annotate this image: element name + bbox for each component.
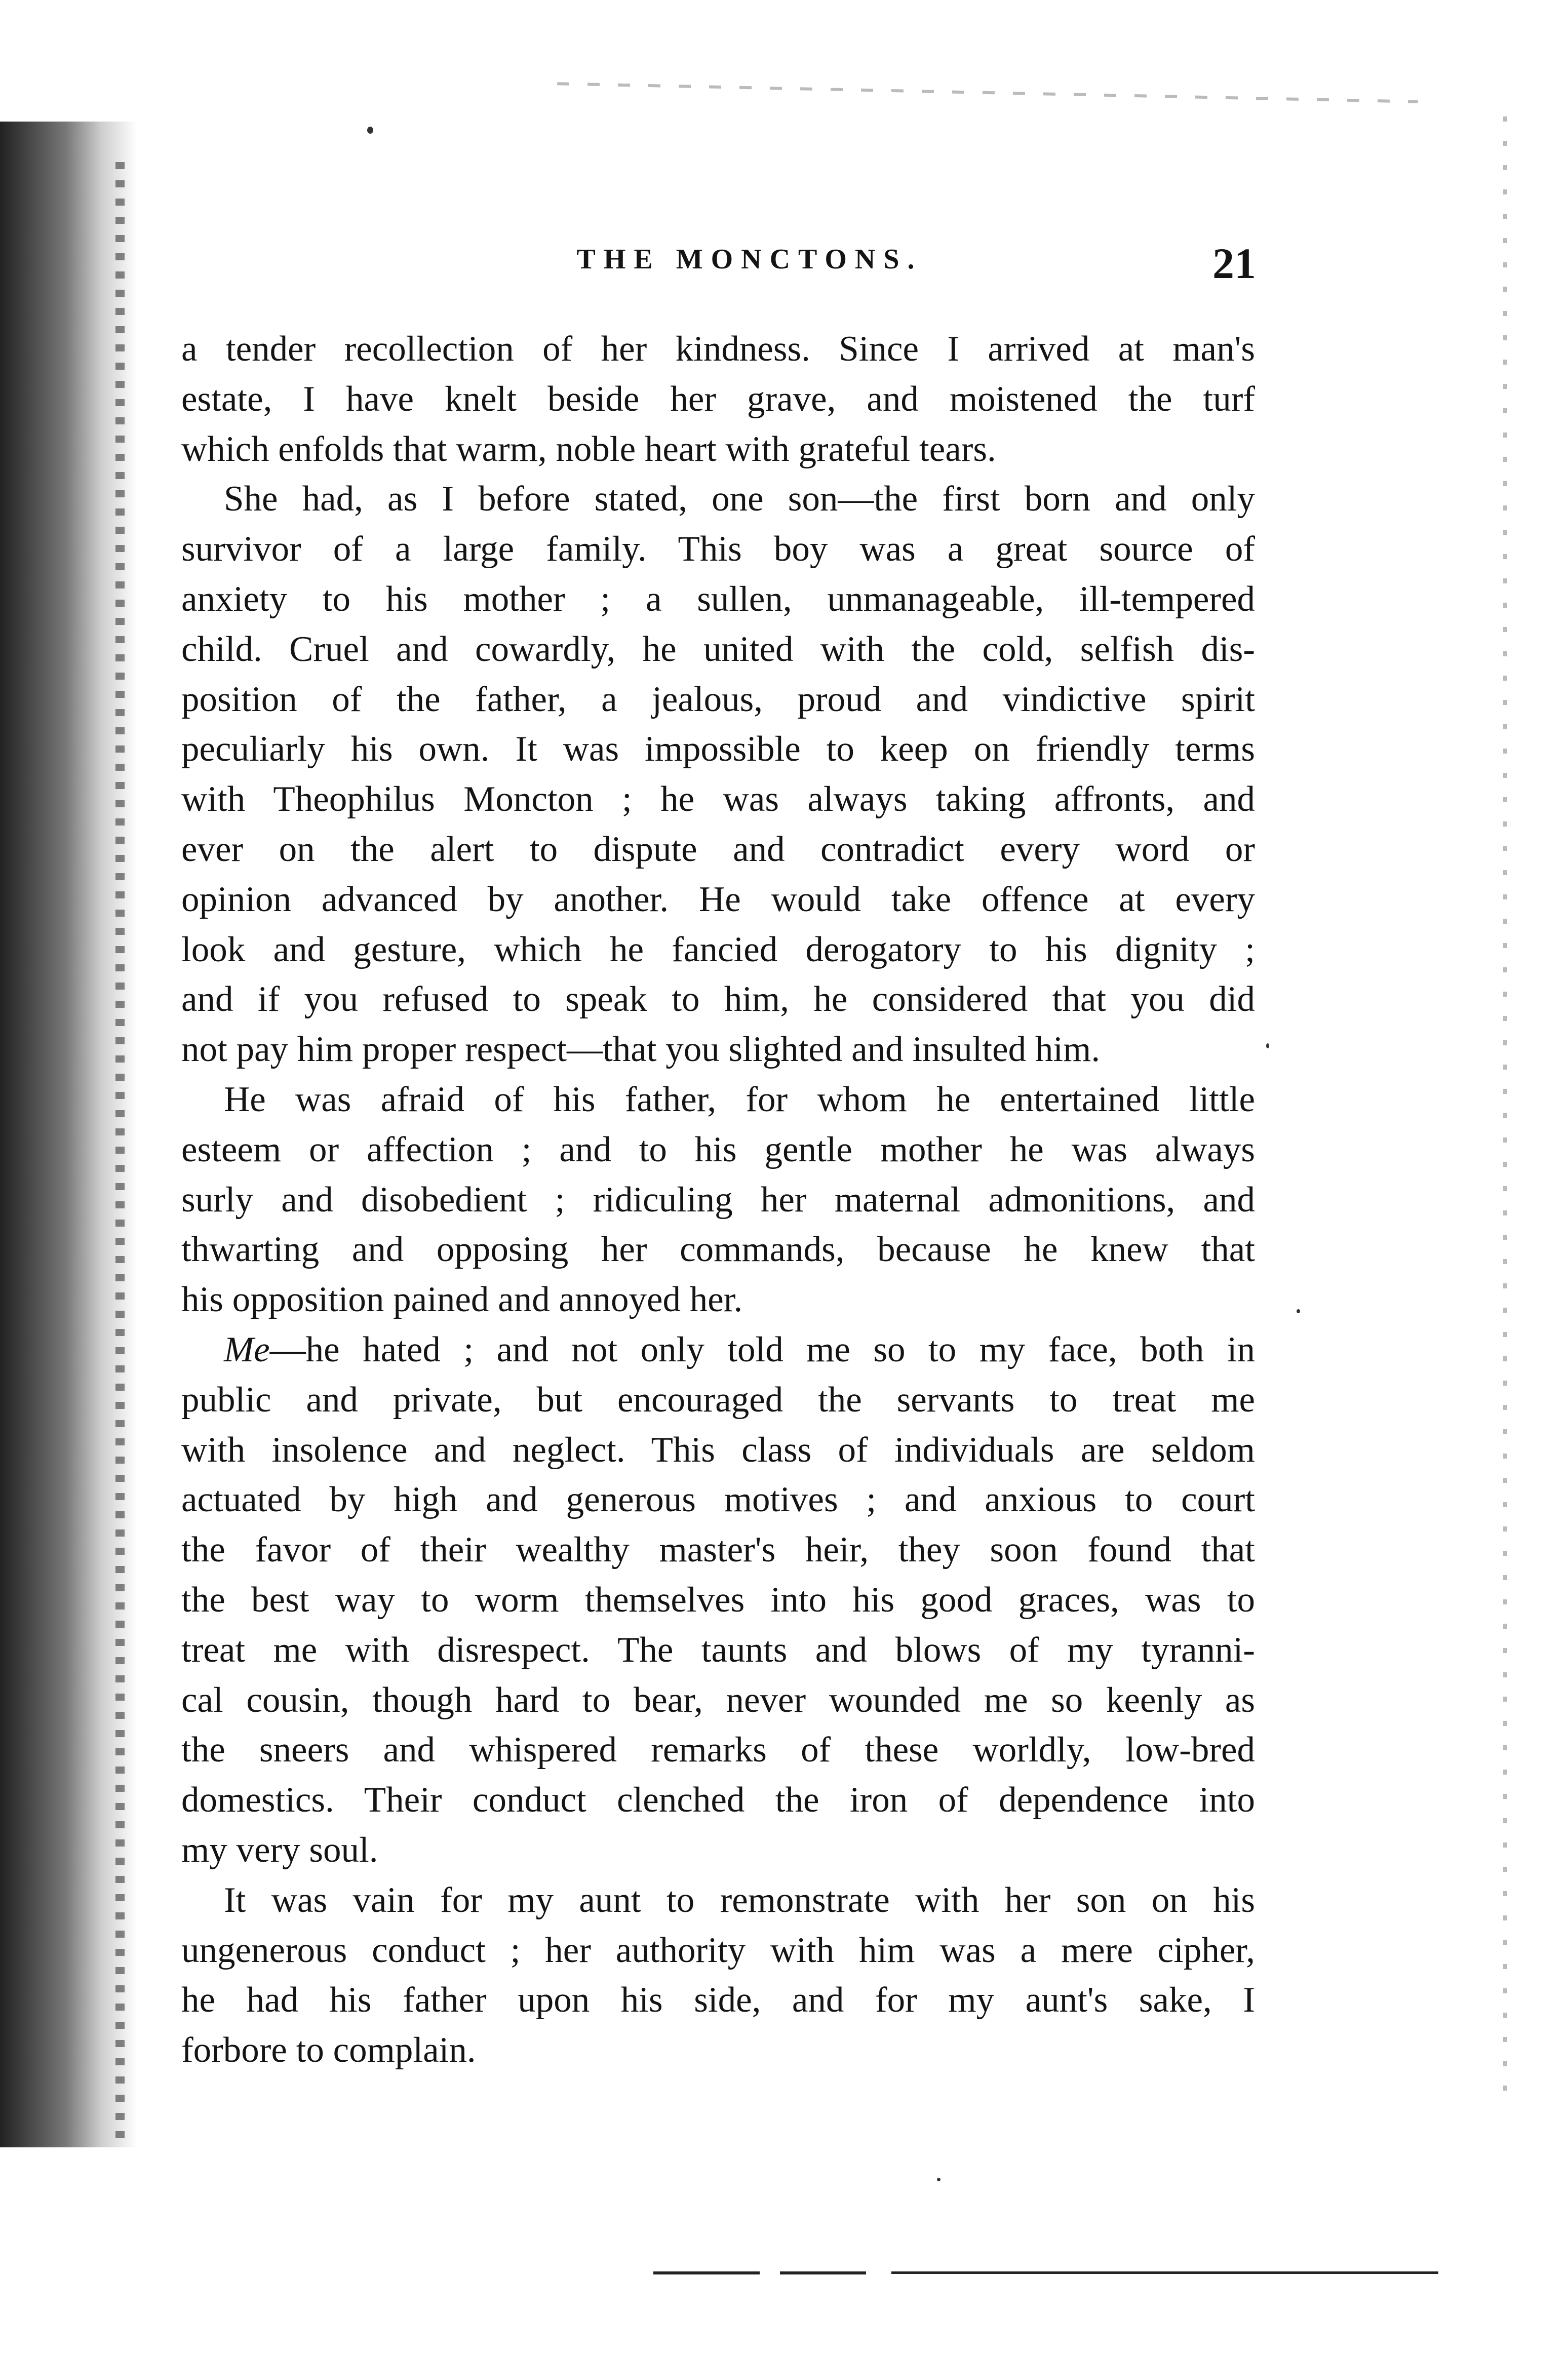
text-line: It was vain for my aunt to remonstrate with her son on his bbox=[224, 1880, 1255, 1920]
text-line: opinion advanced by another. He would take offence at every bbox=[181, 879, 1255, 919]
text-line-rest: —he hated ; and not only told me so to my face, both in bbox=[269, 1329, 1255, 1369]
text-line: he had his father upon his side, and for my aunt's sake, I bbox=[181, 1980, 1255, 2020]
text-line: not pay him proper respect—that you slighted and insulted him. bbox=[181, 1030, 1101, 1070]
text-line: and if you refused to speak to him, he considered that you did bbox=[181, 979, 1255, 1019]
text-line bbox=[181, 1325, 1255, 1375]
text-line: the favor of their wealthy master's heir, they soon found that bbox=[181, 1530, 1255, 1570]
text-line: esteem or affection ; and to his gentle mother he was always bbox=[181, 1129, 1255, 1169]
text-line: forbore to complain. bbox=[181, 2030, 476, 2070]
text-line: the sneers and whispered remarks of these worldly, low-bred bbox=[181, 1730, 1255, 1770]
binding-edge-texture bbox=[115, 162, 125, 2147]
text-line: ever on the alert to dispute and contradict every word or bbox=[181, 829, 1255, 869]
scan-speck bbox=[1297, 1309, 1300, 1313]
text-line: thwarting and opposing her commands, because he knew that bbox=[181, 1230, 1255, 1270]
text-line: survivor of a large family. This boy was a great source of bbox=[181, 529, 1255, 569]
text-line: a tender recollection of her kindness. Since I arrived at man's bbox=[181, 329, 1255, 369]
body-text bbox=[181, 324, 1255, 2075]
page-edge-top bbox=[557, 82, 1418, 103]
text-line: with Theophilus Moncton ; he was always taking affronts, and bbox=[181, 779, 1255, 819]
text-line: domestics. Their conduct clenched the iron of dependence into bbox=[181, 1780, 1255, 1820]
text-line: cal cousin, though hard to bear, never wounded me so keenly as bbox=[181, 1680, 1255, 1720]
page-number: 21 bbox=[1212, 239, 1256, 288]
running-title: THE MONCTONS. bbox=[576, 244, 923, 275]
text-line: position of the father, a jealous, proud and vindictive spirit bbox=[181, 679, 1255, 719]
text-line: the best way to worm themselves into his good graces, was to bbox=[181, 1580, 1255, 1620]
page-edge-right bbox=[1503, 116, 1507, 2092]
text-line: child. Cruel and cowardly, he united with the cold, selfish dis- bbox=[181, 629, 1255, 669]
text-line: peculiarly his own. It was impossible to keep on friendly terms bbox=[181, 729, 1255, 769]
text-line: estate, I have knelt beside her grave, and moistened the turf bbox=[181, 379, 1255, 419]
scan-speck bbox=[367, 127, 373, 134]
text-line: public and private, but encouraged the servants to treat me bbox=[181, 1380, 1255, 1420]
text-line: He was afraid of his father, for whom he entertained little bbox=[224, 1079, 1255, 1119]
text-line: my very soul. bbox=[181, 1830, 378, 1870]
text-line: with insolence and neglect. This class of individuals are seldom bbox=[181, 1430, 1255, 1470]
scan-speck bbox=[937, 2178, 940, 2181]
text-line: ungenerous conduct ; her authority with him was a mere cipher, bbox=[181, 1930, 1255, 1970]
text-line: She had, as I before stated, one son—the first born and only bbox=[224, 479, 1255, 519]
text-line: his opposition pained and annoyed her. bbox=[181, 1280, 743, 1320]
text-line: treat me with disrespect. The taunts and blows of my tyranni- bbox=[181, 1630, 1255, 1670]
italic-lead-word: Me bbox=[224, 1329, 270, 1369]
text-line: surly and disobedient ; ridiculing her maternal admonitions, and bbox=[181, 1180, 1255, 1220]
text-line: anxiety to his mother ; a sullen, unmanageable, ill-tempered bbox=[181, 579, 1255, 619]
text-line: which enfolds that warm, noble heart with grateful tears. bbox=[181, 429, 996, 469]
page-header bbox=[182, 238, 1256, 299]
text-line: look and gesture, which he fancied derogatory to his dignity ; bbox=[181, 929, 1255, 969]
scan-rule-segment bbox=[780, 2271, 866, 2274]
scan-rule-segment bbox=[891, 2271, 1438, 2274]
text-line: actuated by high and generous motives ; and anxious to court bbox=[181, 1480, 1255, 1520]
scan-rule-segment bbox=[653, 2271, 760, 2274]
scan-speck bbox=[1266, 1043, 1269, 1048]
